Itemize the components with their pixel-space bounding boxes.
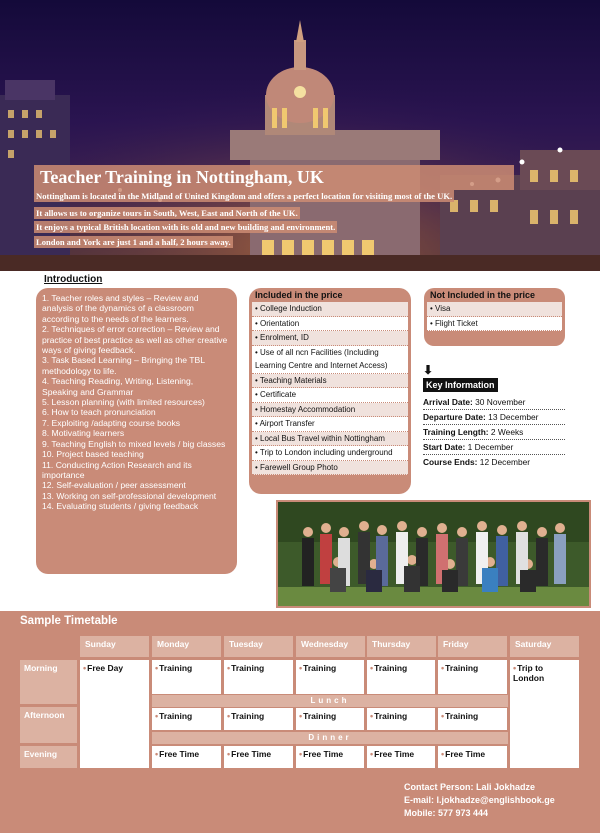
key-info-label: Start Date: [423, 442, 466, 452]
key-info-label: Training Length: [423, 427, 489, 437]
cell-text: Free Time [231, 749, 272, 759]
cell-text: Training [303, 663, 337, 673]
day-header: Saturday [510, 636, 579, 657]
bullet-icon: • [441, 711, 445, 721]
list-item: 8. Motivating learners [42, 428, 125, 439]
group-photo [276, 500, 591, 608]
contact-mobile[interactable]: Mobile: 577 973 444 [404, 808, 489, 818]
row-label-evening: Evening [20, 746, 77, 768]
cell-text: Training [374, 711, 408, 721]
afternoon-cell [367, 708, 435, 730]
key-info-row [423, 440, 565, 455]
key-info-row [423, 425, 565, 440]
afternoon-cell [438, 708, 507, 730]
introduction-box [36, 288, 237, 574]
included-list [252, 302, 408, 475]
cell-text: Trip to London [513, 663, 545, 683]
list-item: 13. Working on self-professional development [42, 490, 217, 501]
cell-text: Training [231, 663, 265, 673]
list-item: • Certificate [252, 388, 408, 403]
row-label-morning: Morning [20, 660, 77, 704]
evening-cell [367, 746, 435, 768]
list-item: • College Induction [252, 302, 408, 317]
cell-text: Free Day [87, 663, 124, 673]
list-item: 10. Project based teaching [42, 449, 144, 460]
day-header: Monday [152, 636, 221, 657]
key-info-value: 2 Weeks [488, 427, 524, 437]
evening-cell [152, 746, 221, 768]
key-info-heading: Key Information [423, 378, 498, 392]
not-included-list [427, 302, 562, 331]
list-item: • Visa [427, 302, 562, 317]
morning-cell [367, 660, 435, 694]
morning-cell [224, 660, 293, 694]
cell-text: Training [445, 711, 479, 721]
list-item: • Teaching Materials [252, 374, 408, 389]
hero-banner [0, 0, 600, 271]
key-info-value: 1 December [465, 442, 514, 452]
introduction-list [42, 293, 231, 512]
cell-text: Training [445, 663, 479, 673]
list-item: • Enrolment, ID [252, 331, 408, 346]
cell-text: Training [374, 663, 408, 673]
evening-cell [224, 746, 293, 768]
not-included-heading: Not Included in the price [430, 290, 536, 300]
arrow-down-icon: ⬇ [423, 363, 434, 377]
bullet-icon: • [370, 663, 374, 673]
contact-email[interactable]: E-mail: l.jokhadze@englishbook.ge [404, 795, 555, 805]
key-info-label: Arrival Date: [423, 397, 473, 407]
lunch-band: Lunch [152, 695, 508, 707]
bullet-icon: • [299, 749, 303, 759]
list-item: 6. How to teach pronunciation [42, 407, 156, 418]
cell-text: Free Time [303, 749, 344, 759]
not-included-box [424, 288, 565, 346]
bullet-icon: • [370, 749, 374, 759]
list-item: • Homestay Accommodation [252, 403, 408, 418]
key-info-label: Course Ends: [423, 457, 478, 467]
bullet-icon: • [227, 749, 231, 759]
key-info-value: 13 December [485, 412, 539, 422]
afternoon-cell [224, 708, 293, 730]
list-item: 9. Teaching English to mixed levels / big classes [42, 438, 226, 449]
cell-text: Training [231, 711, 265, 721]
included-box [249, 288, 411, 494]
list-item: 5. Lesson planning (with limited resources) [42, 397, 205, 408]
hero-text-line: London and York are just 1 and a half, 2 hours away. [36, 237, 231, 247]
list-item: • Airport Transfer [252, 417, 408, 432]
morning-cell [296, 660, 364, 694]
evening-cell [438, 746, 507, 768]
cell-text: Training [159, 711, 193, 721]
list-item: • Farewell Group Photo [252, 461, 408, 476]
hero-text-line: It enjoys a typical British location with its old and new building and environment. [36, 222, 336, 232]
list-item: 7. Exploiting /adapting course books [42, 417, 181, 428]
afternoon-cell [152, 708, 221, 730]
list-item: • Local Bus Travel within Nottingham [252, 432, 408, 447]
day-header: Friday [438, 636, 507, 657]
bullet-icon: • [227, 663, 231, 673]
afternoon-cell [296, 708, 364, 730]
key-info-label: Departure Date: [423, 412, 486, 422]
hero-text-line: It allows us to organize tours in South, West, East and North of the UK. [36, 208, 298, 218]
list-item: 12. Self-evaluation / peer assessment [42, 480, 186, 491]
bullet-icon: • [155, 663, 159, 673]
contact-block [404, 781, 555, 820]
bullet-icon: • [227, 711, 231, 721]
timetable-title: Sample Timetable [20, 615, 118, 627]
cell-text: Training [303, 711, 337, 721]
key-info-row [423, 395, 565, 410]
day-header: Tuesday [224, 636, 293, 657]
bullet-icon: • [513, 663, 517, 673]
bullet-icon: • [370, 711, 374, 721]
list-item: 3. Task Based Learning – Bringing the TBL methodology to life. [42, 355, 205, 376]
list-item: 2. Techniques of error correction – Review and practice of best practice as well as other creative ways of giving feedback. [42, 324, 228, 356]
contact-person: Contact Person: Lali Jokhadze [404, 782, 536, 792]
key-info-list [423, 395, 565, 469]
hero-text-line: Nottingham is located in the Midland of United Kingdom and offers a perfect location for visiting most of the UK. [36, 191, 453, 201]
morning-cell [152, 660, 221, 694]
cell-text: Free Time [374, 749, 415, 759]
bullet-icon: • [441, 663, 445, 673]
cell-text: Training [159, 663, 193, 673]
list-item: • Flight Ticket [427, 317, 562, 332]
day-header: Wednesday [296, 636, 365, 657]
bullet-icon: • [441, 749, 445, 759]
cell-text: Free Time [445, 749, 486, 759]
row-label-afternoon: Afternoon [20, 707, 77, 743]
list-item: 14. Evaluating students / giving feedback [42, 501, 199, 512]
evening-cell [296, 746, 364, 768]
sunday-cell [80, 660, 149, 768]
key-info-value: 12 December [477, 457, 531, 467]
saturday-cell [510, 660, 579, 768]
page-title: Teacher Training in Nottingham, UK [34, 165, 514, 190]
introduction-heading: Introduction [44, 274, 103, 285]
bullet-icon: • [83, 663, 87, 673]
bullet-icon: • [299, 663, 303, 673]
timetable-section [0, 611, 600, 833]
key-info-row [423, 410, 565, 425]
list-item: 1. Teacher roles and styles – Review and analysis of the dynamics of a classroom according to the needs of the learners. [42, 293, 199, 324]
group-photo-image [278, 502, 589, 606]
list-item: • Orientation [252, 317, 408, 332]
bullet-icon: • [155, 711, 159, 721]
included-heading: Included in the price [255, 290, 343, 300]
bullet-icon: • [299, 711, 303, 721]
day-header: Sunday [80, 636, 149, 657]
day-header: Thursday [367, 636, 436, 657]
list-item: • Trip to London including underground [252, 446, 408, 461]
list-item: 11. Conducting Action Research and its importance [42, 459, 192, 480]
cell-text: Free Time [159, 749, 200, 759]
dinner-band: Dinner [152, 732, 508, 744]
key-info-row [423, 455, 565, 469]
list-item: 4. Teaching Reading, Writing, Listening, Speaking and Grammar [42, 376, 194, 397]
list-item: • Use of all ncn Facilities (Including Learning Centre and Internet Access) [252, 346, 408, 374]
key-info-value: 30 November [472, 397, 526, 407]
bullet-icon: • [155, 749, 159, 759]
morning-cell [438, 660, 507, 694]
